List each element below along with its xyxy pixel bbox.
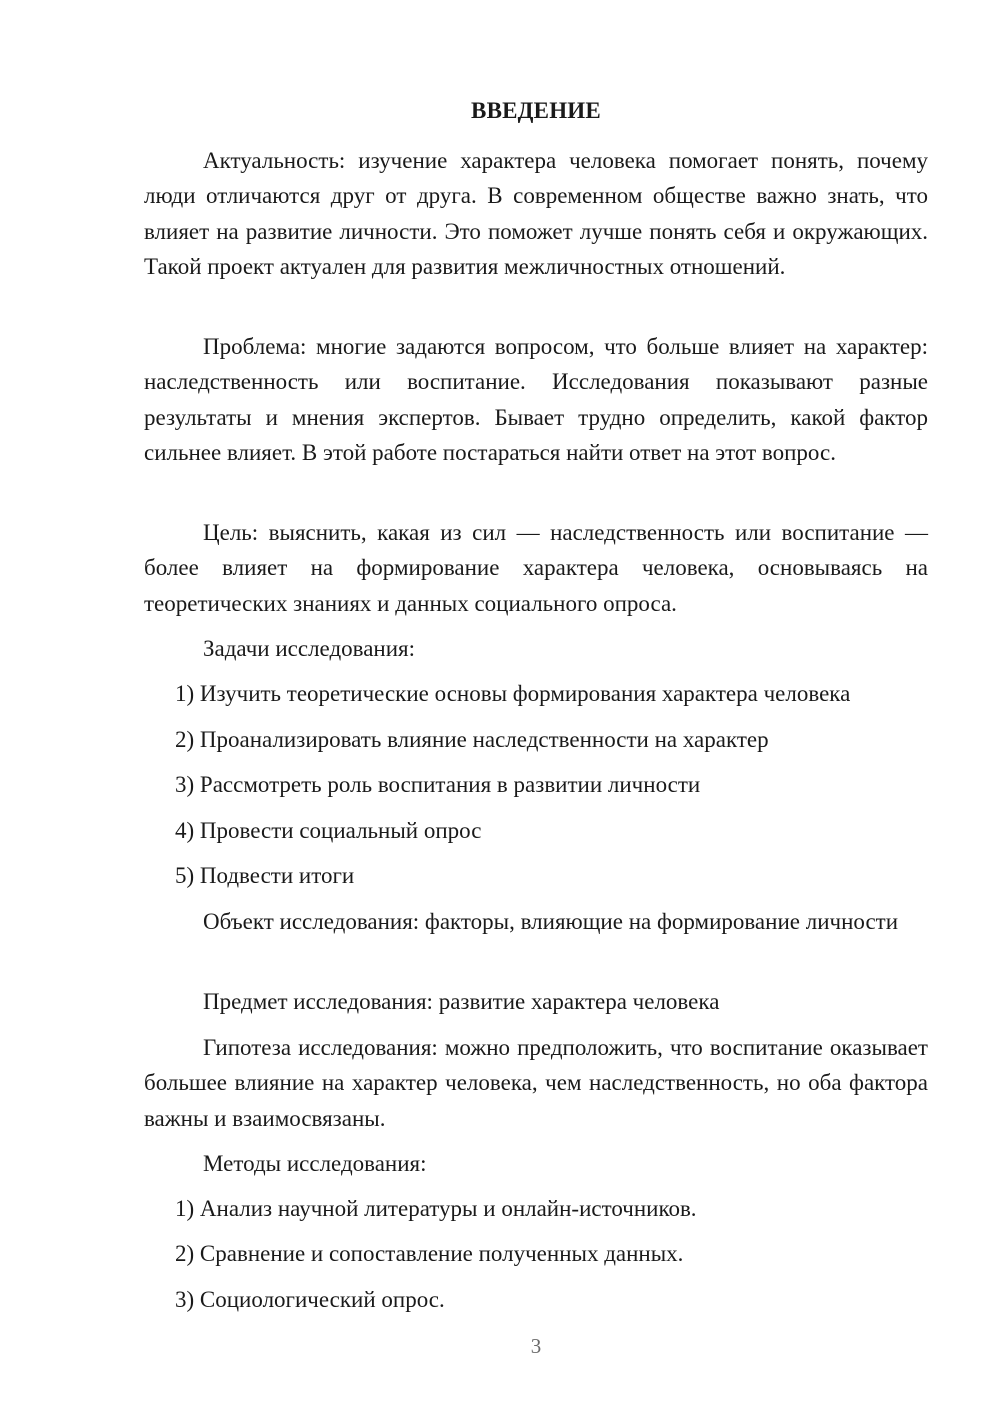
method-item: 3) Социологический опрос. xyxy=(175,1287,445,1312)
page-title: ВВЕДЕНИЕ xyxy=(471,98,601,123)
task-item: 2) Проанализировать влияние наследственности на характер xyxy=(175,727,769,752)
hypothesis-text: Гипотеза исследования: можно предположить, что воспитание оказывает большее влияние на характер человека, чем наследственность, но оба фактора важны и взаимосвязаны. xyxy=(144,1035,928,1131)
methods-heading: Методы исследования: xyxy=(203,1151,427,1176)
hypothesis-paragraph xyxy=(144,1030,928,1136)
problem-paragraph xyxy=(144,329,928,470)
tasks-heading-block xyxy=(144,631,928,666)
task-item: 5) Подвести итоги xyxy=(175,863,355,888)
method-item: 1) Анализ научной литературы и онлайн-источников. xyxy=(175,1196,697,1221)
method-item: 2) Сравнение и сопоставление полученных данных. xyxy=(175,1241,684,1266)
goal-text: Цель: выяснить, какая из сил — наследственность или воспитание — более влияет на формирование характера человека, основываясь на теоретических знаниях и данных социального опроса. xyxy=(144,520,928,616)
methods-heading-block xyxy=(144,1146,928,1181)
task-item: 1) Изучить теоретические основы формирования характера человека xyxy=(175,681,851,706)
task-item: 4) Провести социальный опрос xyxy=(175,818,482,843)
object-paragraph xyxy=(144,904,928,939)
subject-text: Предмет исследования: развитие характера человека xyxy=(203,989,720,1014)
tasks-heading: Задачи исследования: xyxy=(203,636,416,661)
object-text: Объект исследования: факторы, влияющие на формирование личности xyxy=(203,909,899,934)
goal-paragraph xyxy=(144,515,928,621)
task-item: 3) Рассмотреть роль воспитания в развитии личности xyxy=(175,772,701,797)
relevance-paragraph xyxy=(144,143,928,284)
relevance-text: Актуальность: изучение характера человека помогает понять, почему люди отличаются друг от друга. В современном обществе важно знать, что влияет на развитие личности. Это поможет лучше понять себя и окружающих. Такой проект актуален для развития межличностных отношений. xyxy=(144,148,928,279)
subject-paragraph xyxy=(144,984,928,1019)
page-number: 3 xyxy=(530,1334,542,1358)
problem-text: Проблема: многие задаются вопросом, что больше влияет на характер: наследственность или воспитание. Исследования показывают разные результаты и мнения экспертов. Бывает трудно определить, какой фактор сильнее влияет. В этой работе постараться найти ответ на этот вопрос. xyxy=(144,334,928,465)
